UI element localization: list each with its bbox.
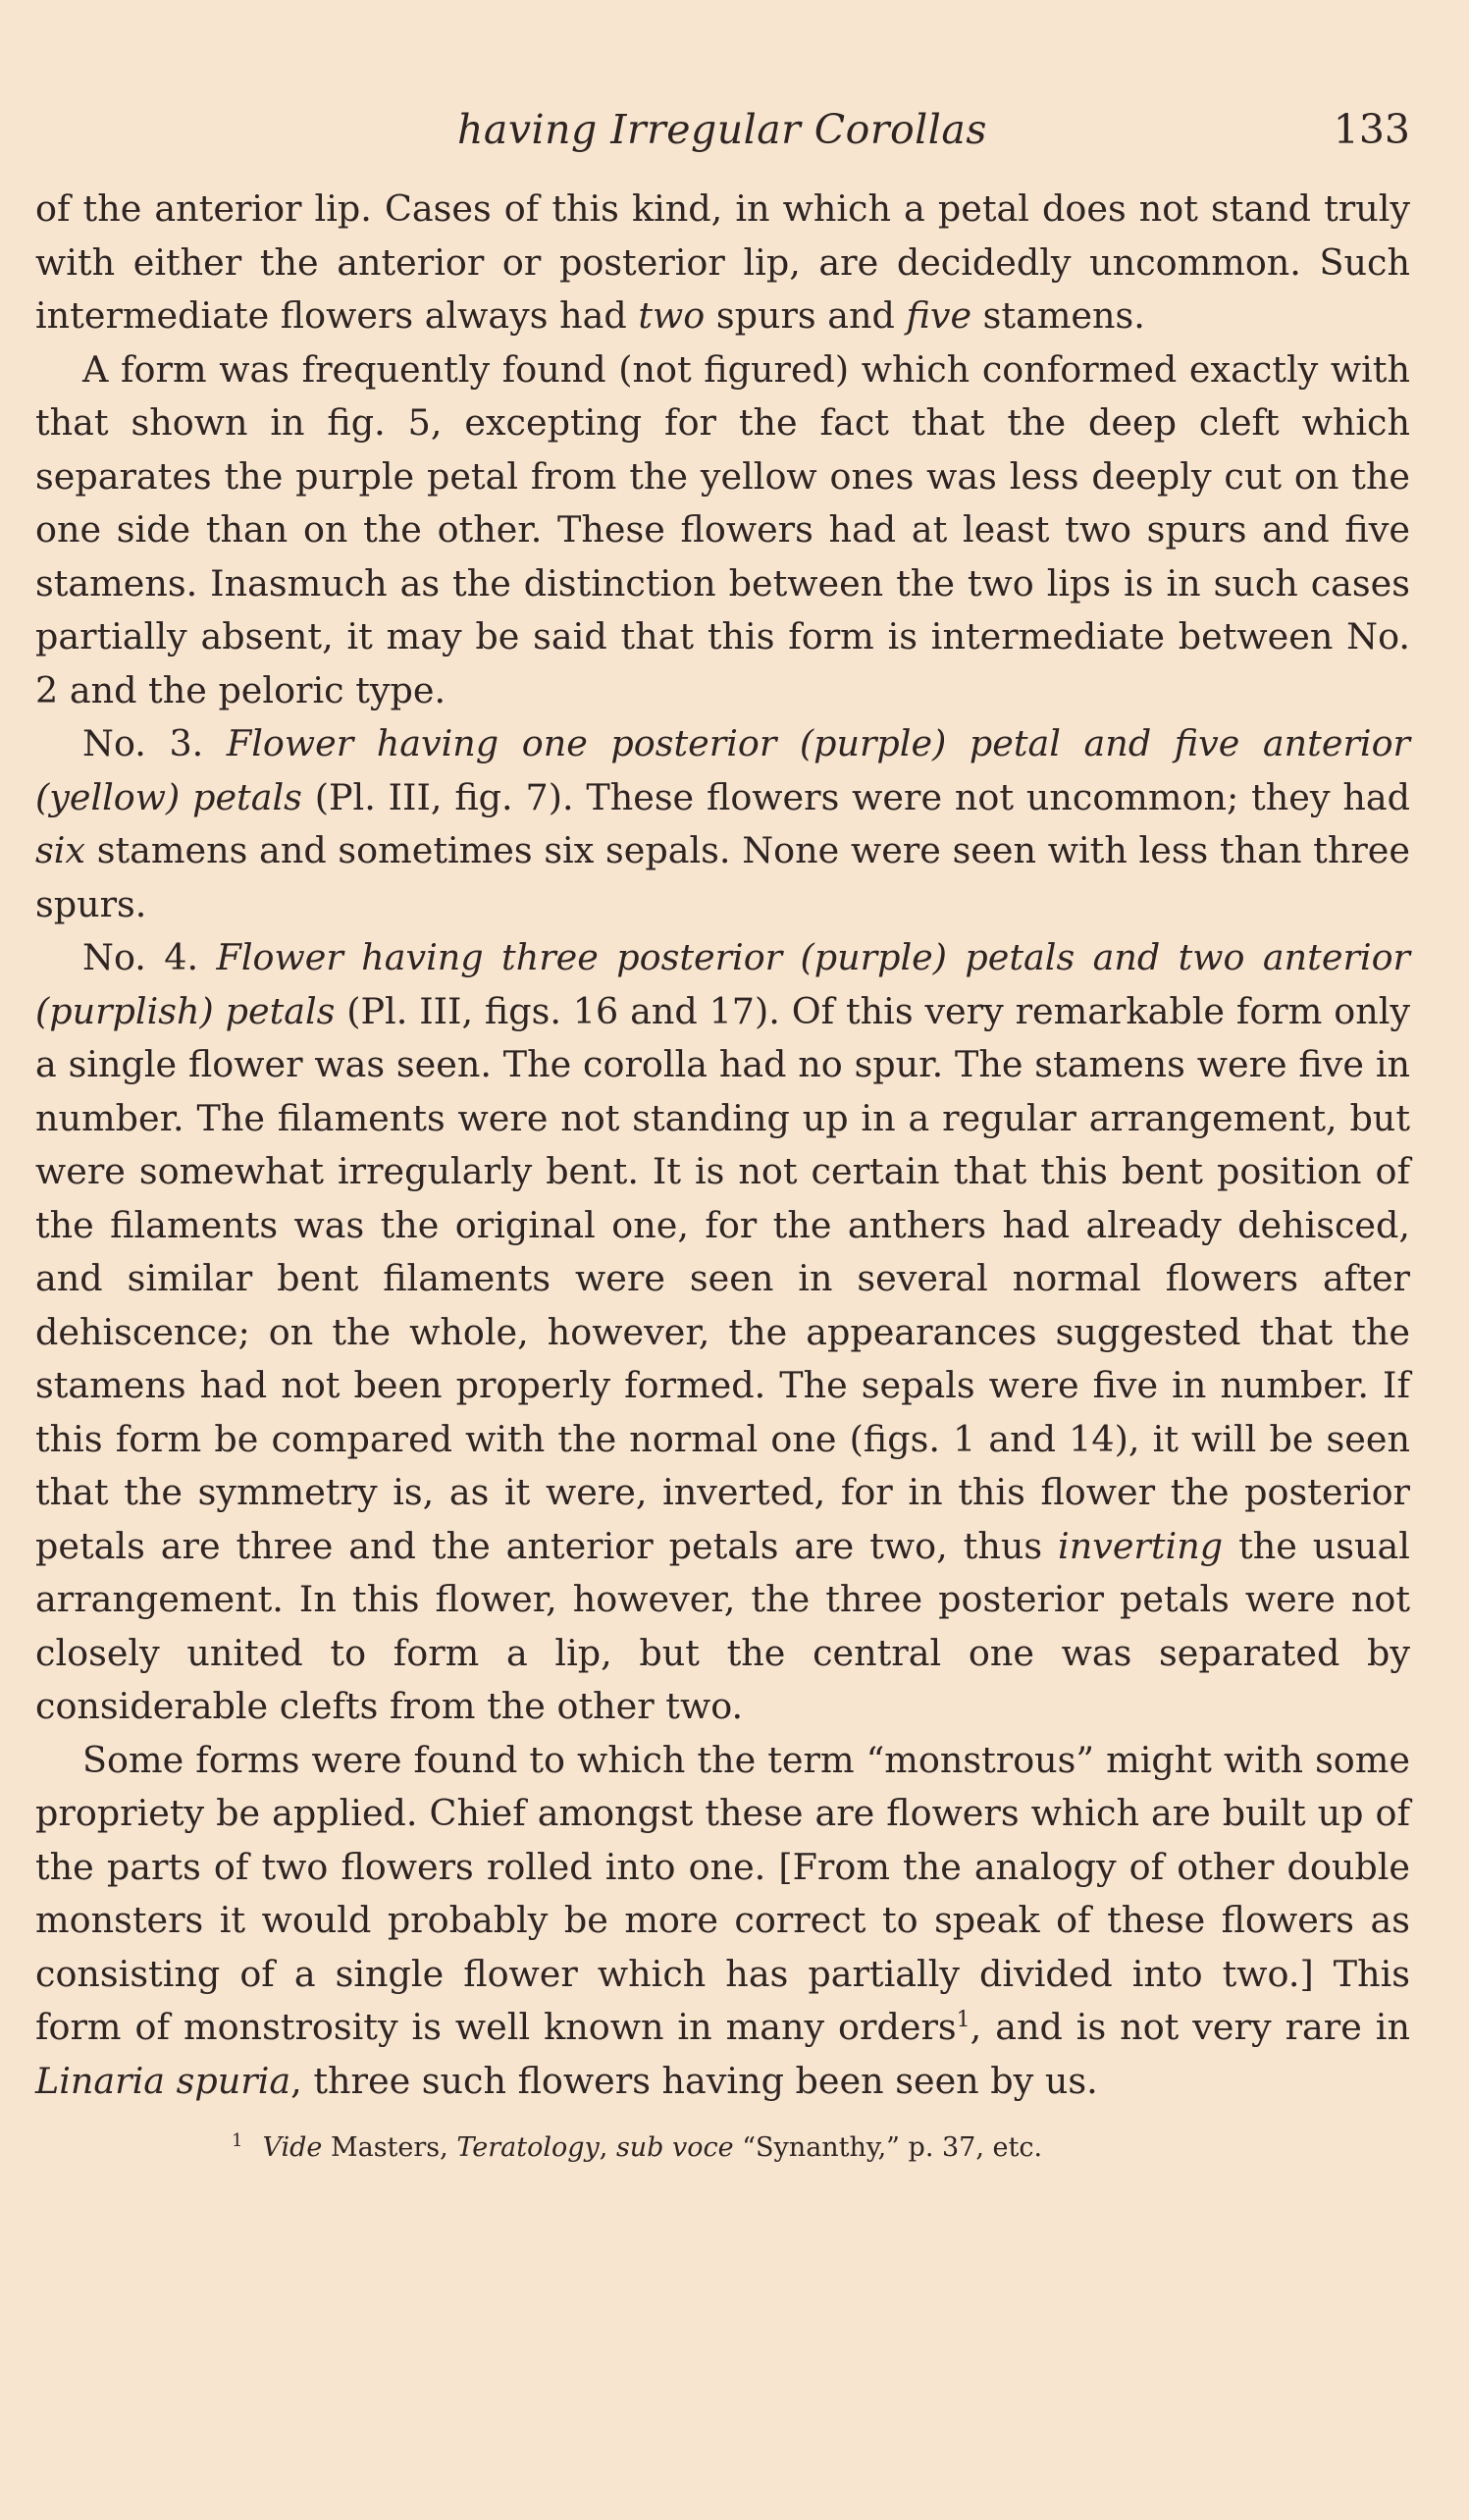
paragraph-3 bbox=[35, 717, 1410, 931]
text-run: “Synanthy,” p. 37, etc. bbox=[733, 2132, 1043, 2163]
running-header bbox=[35, 106, 1410, 175]
footnote bbox=[35, 2124, 1410, 2166]
species-name: Linaria spuria bbox=[35, 2059, 291, 2102]
text-run: stamens. bbox=[971, 294, 1145, 337]
italic-text: two bbox=[638, 294, 706, 337]
italic-text: Vide bbox=[262, 2132, 323, 2163]
italic-text: six bbox=[35, 829, 85, 871]
running-title: having Irregular Corollas bbox=[457, 106, 987, 153]
text-run: , bbox=[599, 2132, 616, 2163]
text-run: Some forms were found to which the term “monstrous” might with some propriety be applied. Chief amongst these are flowers which are built up of the parts of two flowers rolled into one. [From the analogy of other double monsters it would probably be more correct to speak of these flowers as consisting of a single flower which has partially divided into two.] This form of monstrosity is well known in many orders bbox=[35, 1738, 1410, 2048]
text-run: of the anterior lip. Cases of this kind, in which a petal does not stand truly with either the anterior or posterior lip, are decidedly uncommon. Such intermediate flowers always had bbox=[35, 187, 1410, 337]
italic-text: five bbox=[906, 294, 972, 337]
paragraph-5 bbox=[35, 1734, 1410, 2109]
text-run: (Pl. III, figs. 16 and 17). Of this very remarkable form only a single flower was seen. The corolla had no spur. The stamens were five in number. The filaments were not standing up in a regular arrangement, but were somewhat irregularly bent. It is not certain that this bent position of the filaments was the original one, for the anthers had already dehisced, and similar bent filaments were seen in several normal flowers after dehiscence; on the whole, however, the appearances suggested that the stamens had not been properly formed. The sepals were five in number. If this form be compared with the normal one (figs. 1 and 14), it will be seen that the symmetry is, as it were, inverted, for in this flower the posterior petals are three and the anterior petals are two, thus bbox=[35, 989, 1410, 1567]
text-run: , and is not very rare in bbox=[970, 2006, 1410, 2048]
text-run: the usual arrangement. In this flower, however, the three posterior petals were not closely united to form a lip, but the central one was separated by considerable clefts from the other two. bbox=[35, 1524, 1410, 1727]
text-run: , three such flowers having been seen by us. bbox=[290, 2059, 1098, 2102]
item-number: No. 4. bbox=[82, 936, 217, 978]
italic-text: inverting bbox=[1058, 1524, 1224, 1567]
footnote-mark: 1 bbox=[232, 2130, 243, 2151]
text-run: Masters, bbox=[322, 2132, 457, 2163]
page-number: 133 bbox=[1333, 106, 1410, 153]
text-run: stamens and sometimes six sepals. None were seen with less than three spurs. bbox=[35, 829, 1410, 925]
italic-text: sub voce bbox=[615, 2132, 734, 2163]
paragraph-1 bbox=[35, 183, 1410, 343]
footnote-reference: 1 bbox=[956, 2007, 971, 2032]
paragraph-2: A form was frequently found (not figured) which conformed exactly with that shown in fig. 5, excepting for the fact that the deep cleft which separates the purple petal from the yellow ones was less deeply cut on the one side than on the other. These flowers had at least two spurs and five stamens. Inasmuch as the distinction between the two lips is in such cases partially absent, it may be said that this form is intermediate between No. 2 and the peloric type. bbox=[35, 347, 1410, 711]
paragraph-4 bbox=[35, 931, 1410, 1734]
italic-heading: Flower having one posterior (purple) petal and five anterior (yellow) petals bbox=[35, 722, 1410, 818]
italic-heading: Flower having three posterior (purple) petals and two anterior (purplish) petals bbox=[35, 936, 1410, 1032]
book-title: Teratology bbox=[456, 2132, 600, 2163]
item-number: No. 3. bbox=[82, 722, 227, 764]
text-run: (Pl. III, fig. 7). These flowers were not uncommon; they had bbox=[301, 775, 1410, 818]
text-run: spurs and bbox=[705, 294, 907, 337]
body-text bbox=[35, 183, 1410, 2108]
